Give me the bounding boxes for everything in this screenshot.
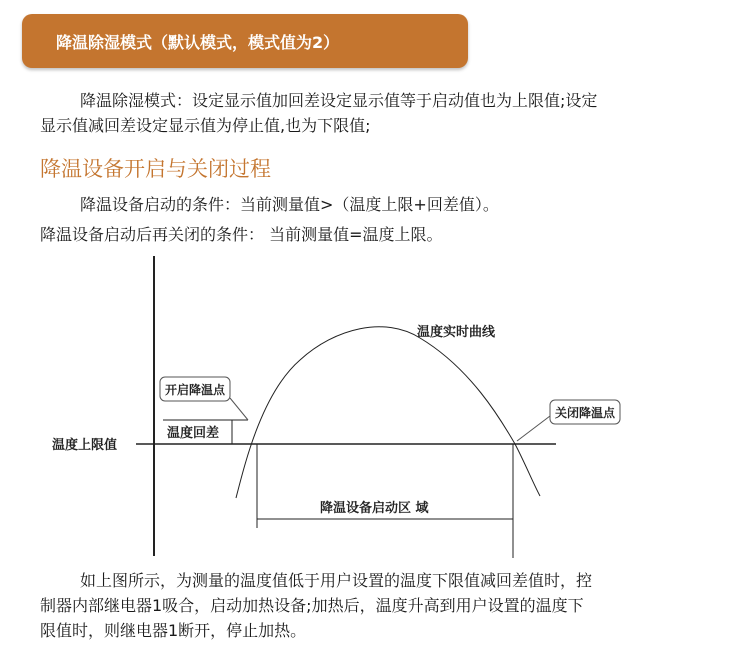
section-banner [22, 14, 468, 68]
explanation-line-2: 制器内部继电器1吸合，启动加热设备;加热后，温度升高到用户设置的温度下 [40, 596, 584, 615]
curve-label: 温度实时曲线 [417, 325, 496, 340]
temperature-curve [236, 327, 540, 498]
start-condition: 降温设备启动的条件：当前测量值>（温度上限+回差值）。 [80, 195, 499, 214]
stop-point-label: 关闭降温点 [555, 406, 616, 420]
explanation-paragraph [40, 568, 730, 643]
stop-condition: 降温设备启动后再关闭的条件： 当前测量值=温度上限。 [40, 225, 443, 244]
banner-title: 降温除湿模式（默认模式，模式值为2） [56, 32, 340, 52]
start-point-pointer [230, 398, 248, 420]
intro-paragraph [40, 88, 730, 138]
explanation-line-1: 如上图所示，为测量的温度值低于用户设置的温度下限值减回差值时，控 [80, 571, 593, 590]
section-title: 降温设备开启与关闭过程 [40, 157, 271, 181]
intro-line-1: 降温除湿模式：设定显示值加回差设定显示值等于启动值也为上限值;设定 [80, 91, 598, 110]
start-point-label: 开启降温点 [165, 383, 226, 397]
cooling-process-diagram [0, 248, 750, 560]
stop-point-pointer [517, 416, 550, 441]
intro-line-2: 显示值减回差设定显示值为停止值,也为下限值; [40, 116, 371, 135]
upper-limit-label: 温度上限值 [52, 438, 118, 453]
active-zone-label: 降温设备启动区 域 [320, 501, 429, 516]
hysteresis-label: 温度回差 [167, 426, 220, 441]
explanation-line-3: 限值时，则继电器1断开，停止加热。 [40, 621, 307, 640]
